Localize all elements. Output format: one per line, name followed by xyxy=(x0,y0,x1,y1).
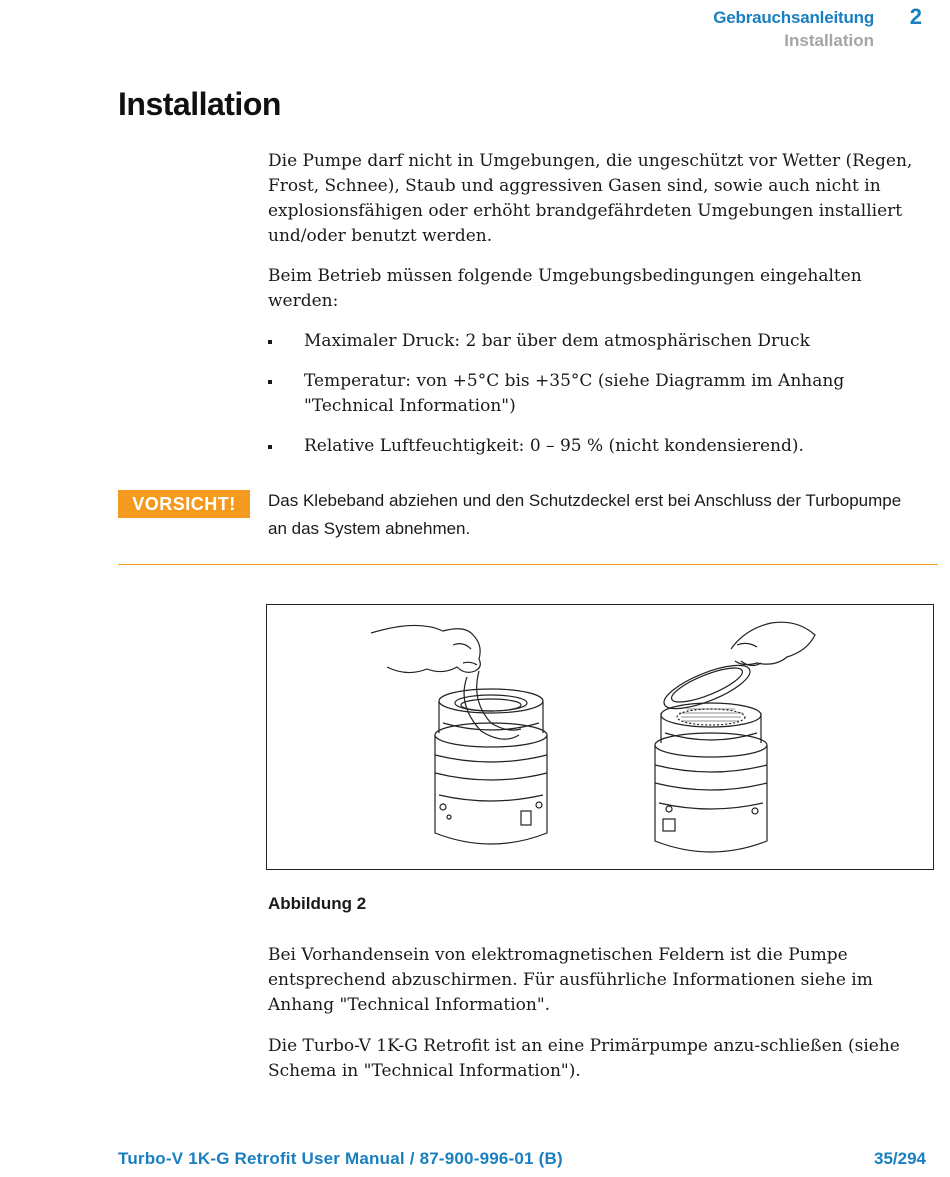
conditions-paragraph xyxy=(268,264,918,314)
list-item xyxy=(268,434,918,459)
pump-cover-illustration xyxy=(267,605,933,869)
conditions-text: Beim Betrieb müssen folgende Umgebungsbedingungen eingehalten werden: xyxy=(268,266,862,311)
list-item xyxy=(268,369,918,419)
bullet-text: Temperatur: von +5°C bis +35°C (siehe Diagramm im Anhang "Technical Information") xyxy=(304,371,845,416)
bullet-icon xyxy=(268,340,272,344)
pump-right-drawing xyxy=(655,622,815,852)
intro-paragraph xyxy=(268,149,918,249)
conditions-list xyxy=(268,329,918,354)
caution-text: Das Klebeband abziehen und den Schutzdeckel erst bei Anschluss der Turbopumpe an das System abnehmen. xyxy=(268,491,902,538)
intro-text: Die Pumpe darf nicht in Umgebungen, die ungeschützt vor Wetter (Regen, Frost, Schnee), Staub und aggressiven Gasen sind, sowie auch nicht in explosionsfähigen oder erhöht brandgefährdeten Umgebungen installiert und/oder benutzt werden. xyxy=(268,151,913,246)
caution-badge: VORSICHT! xyxy=(118,490,250,518)
emf-text: Bei Vorhandensein von elektromagnetischen Feldern ist die Pumpe entsprechend abzuschirmen. Für ausführliche Informationen siehe im Anhang "Technical Information". xyxy=(268,945,873,1015)
primary-pump-paragraph xyxy=(268,1034,918,1084)
caution-divider xyxy=(118,564,938,565)
conditions-list xyxy=(268,434,918,459)
pump-left-drawing xyxy=(371,625,547,844)
figure-frame xyxy=(266,604,934,870)
bullet-icon xyxy=(268,445,272,449)
header-chapter-number: 2 xyxy=(909,4,922,29)
header-subsection-title: Installation xyxy=(784,31,874,50)
bullet-icon xyxy=(268,380,272,384)
primary-pump-text: Die Turbo-V 1K-G Retrofit ist an eine Primärpumpe anzu-schließen (siehe Schema in "Technical Information"). xyxy=(268,1036,900,1081)
conditions-list xyxy=(268,369,918,419)
footer-page-number: 35/294 xyxy=(874,1149,926,1168)
bullet-text: Maximaler Druck: 2 bar über dem atmosphärischen Druck xyxy=(304,331,810,351)
footer-manual-title: Turbo-V 1K-G Retrofit User Manual / 87-900-996-01 (B) xyxy=(118,1149,563,1168)
header-section-title: Gebrauchsanleitung xyxy=(713,8,874,27)
list-item xyxy=(268,329,918,354)
emf-paragraph xyxy=(268,943,918,1018)
figure-caption: Abbildung 2 xyxy=(268,894,367,913)
page-title: Installation xyxy=(118,86,281,122)
bullet-text: Relative Luftfeuchtigkeit: 0 – 95 % (nicht kondensierend). xyxy=(304,436,804,456)
